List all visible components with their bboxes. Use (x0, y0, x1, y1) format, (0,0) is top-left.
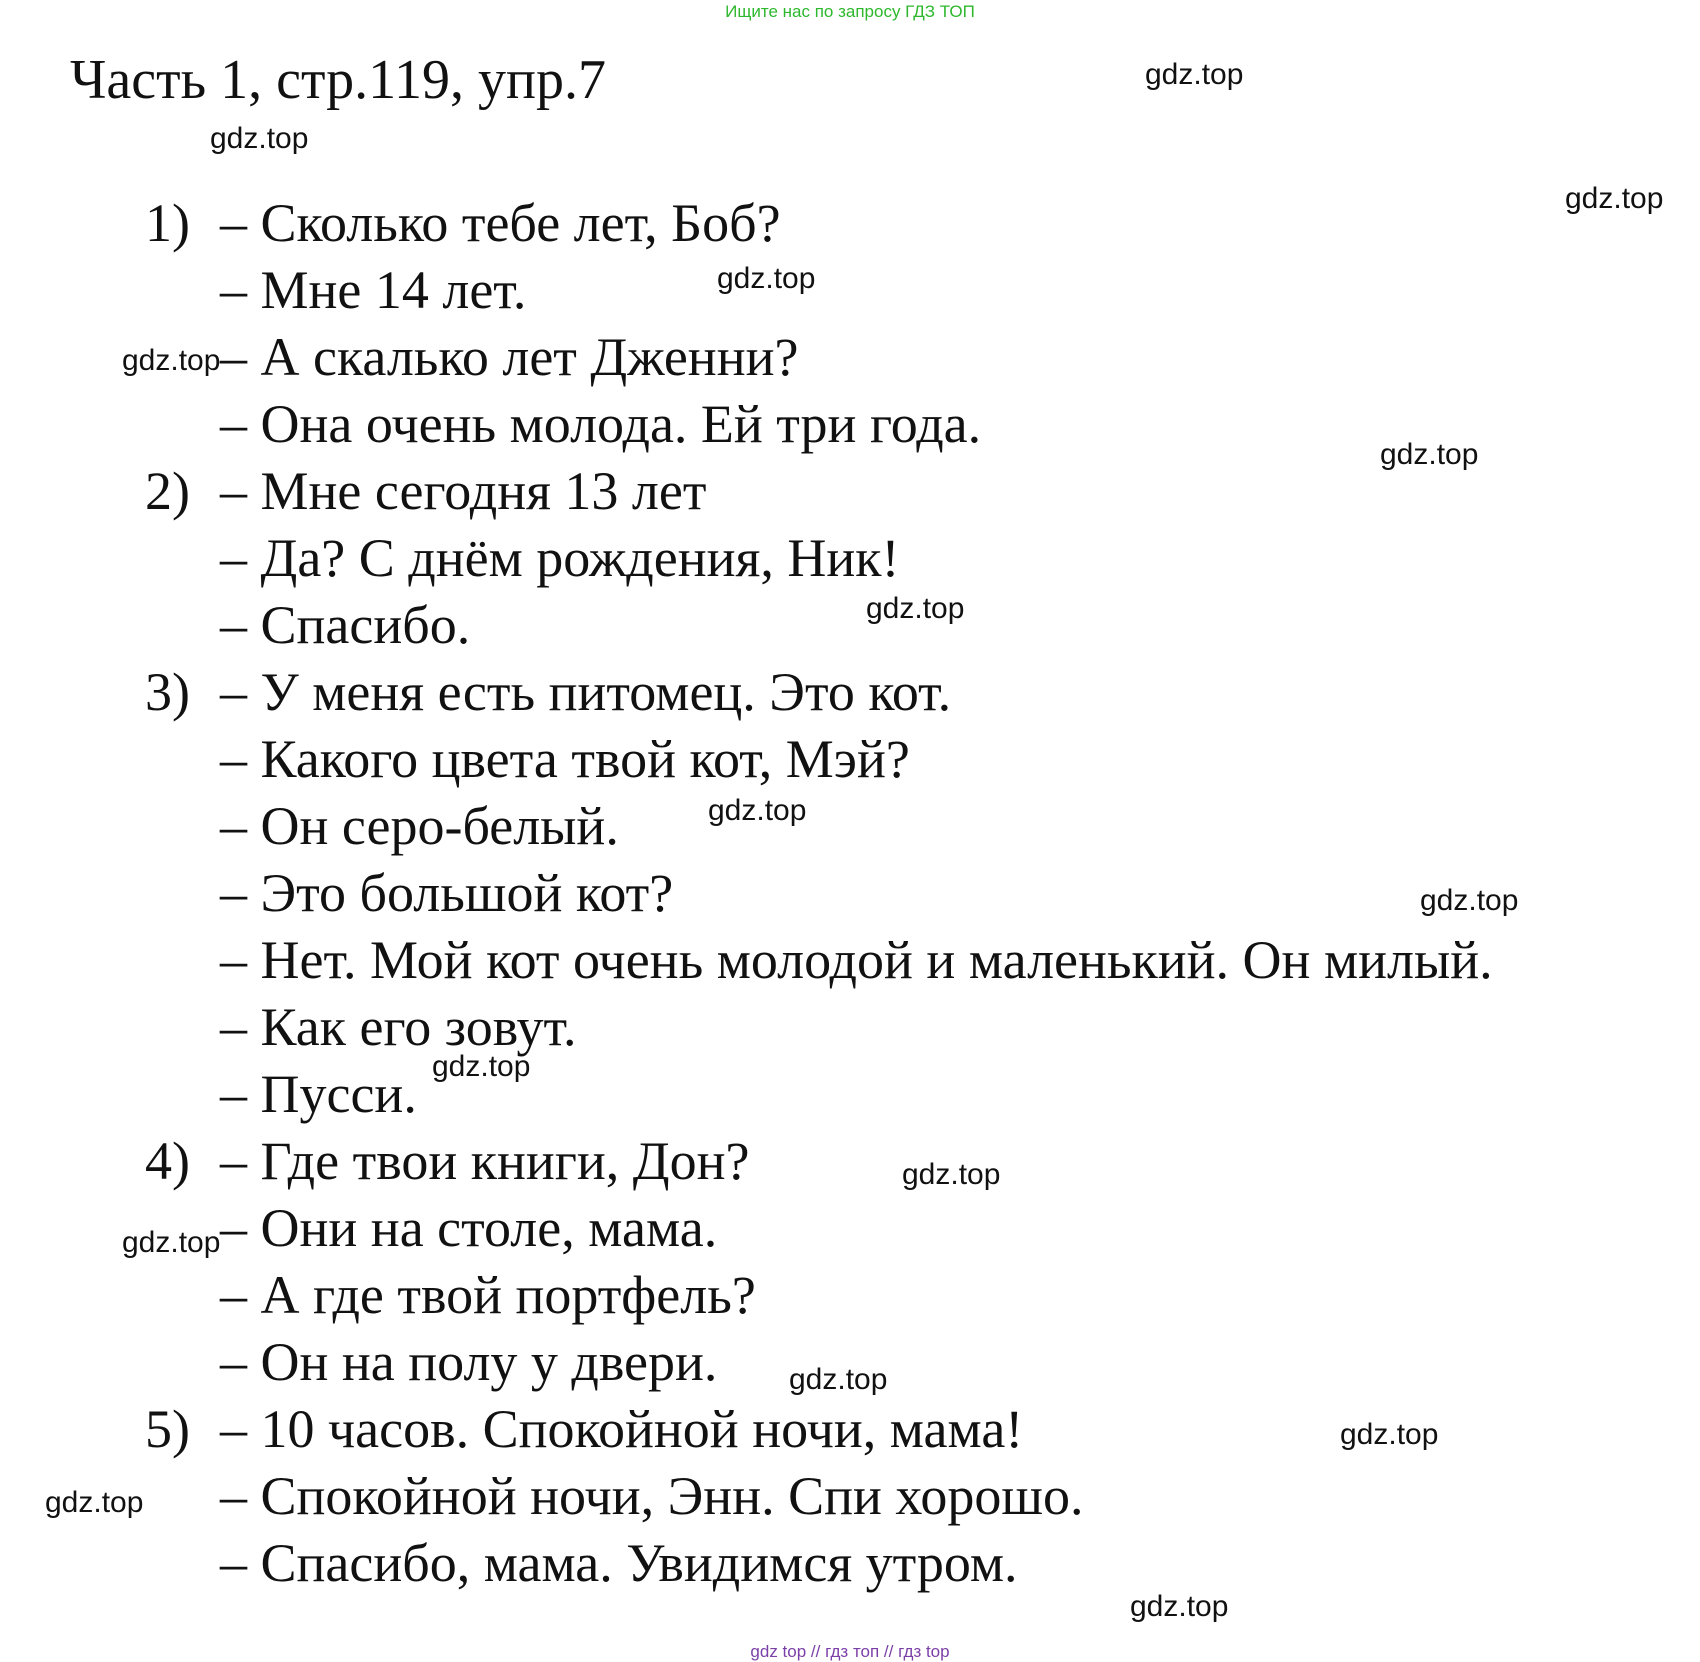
dialog-line: – Он на полу у двери. (220, 1332, 718, 1392)
dialog-line: – Спасибо. (220, 595, 471, 655)
dialog-line: – Спокойной ночи, Энн. Спи хорошо. (220, 1466, 1084, 1526)
dialog-line: – Где твои книги, Дон? (220, 1131, 750, 1191)
dialog-line: – А скалько лет Дженни? (220, 327, 799, 387)
page-title: Часть 1, стр.119, упр.7 (70, 49, 607, 111)
watermark: gdz.top (866, 592, 965, 625)
watermark: gdz.top (122, 1226, 221, 1259)
watermark: gdz.top (717, 262, 816, 295)
dialog-line: – Какого цвета твой кот, Мэй? (220, 729, 910, 789)
watermark: gdz.top (122, 344, 221, 377)
dialog-line: – Сколько тебе лет, Боб? (220, 193, 781, 253)
watermark: gdz.top (1130, 1590, 1229, 1623)
watermark: gdz.top (1340, 1418, 1439, 1451)
watermark: gdz.top (45, 1486, 144, 1519)
watermark: gdz.top (210, 122, 309, 155)
dialog-line: – Он серо-белый. (220, 796, 619, 856)
dialog-number-4: 4) (145, 1131, 190, 1191)
dialog-line: – Пусси. (220, 1064, 417, 1124)
dialog-line: – У меня есть питомец. Это кот. (220, 662, 952, 722)
dialog-line: – 10 часов. Спокойной ночи, мама! (220, 1399, 1024, 1459)
watermark: gdz.top (432, 1050, 531, 1083)
watermark: gdz.top (1420, 884, 1519, 917)
dialog-number-3: 3) (145, 662, 190, 722)
dialog-line: – Мне сегодня 13 лет (220, 461, 707, 521)
watermark: gdz.top (1380, 438, 1479, 471)
watermark: gdz.top (708, 794, 807, 827)
bottom-footer: gdz top // гдз топ // гдз top (750, 1642, 950, 1661)
watermark: gdz.top (1565, 182, 1664, 215)
dialog-line: – Как его зовут. (220, 997, 577, 1057)
dialog-number-2: 2) (145, 461, 190, 521)
dialog-line: – А где твой портфель? (220, 1265, 756, 1325)
dialog-line: – Спасибо, мама. Увидимся утром. (220, 1533, 1018, 1593)
watermark: gdz.top (902, 1158, 1001, 1191)
watermark: gdz.top (789, 1363, 888, 1396)
top-banner: Ищите нас по запросу ГДЗ ТОП (725, 2, 975, 21)
watermark: gdz.top (1145, 58, 1244, 91)
dialog-line: – Да? С днём рождения, Ник! (220, 528, 900, 588)
dialog-line: – Они на столе, мама. (220, 1198, 718, 1258)
dialog-number-5: 5) (145, 1399, 190, 1459)
dialog-line: – Она очень молода. Ей три года. (220, 394, 982, 454)
dialog-number-1: 1) (145, 193, 190, 253)
dialog-line: – Мне 14 лет. (220, 260, 527, 320)
dialog-line: – Это большой кот? (220, 863, 674, 923)
dialog-line: – Нет. Мой кот очень молодой и маленький. Он милый. (220, 930, 1493, 990)
